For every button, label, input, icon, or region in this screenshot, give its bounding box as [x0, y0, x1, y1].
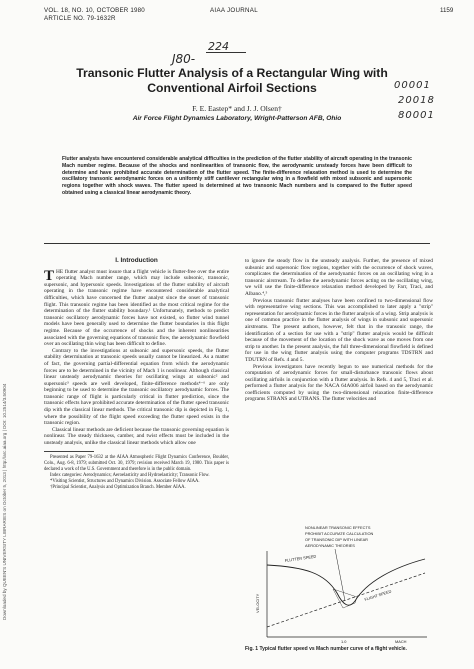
fig-annotation-2: PROHIBIT ACCURATE CALCULATION [305, 531, 374, 536]
handwritten-right-1: 00001 [394, 80, 431, 91]
running-header-left [44, 7, 145, 23]
handwritten-right-2: 20018 [398, 95, 435, 106]
section-heading: I. Introduction [115, 257, 158, 264]
figure-flutter-curve [245, 515, 433, 645]
handwritten-right-3: 80001 [398, 110, 435, 121]
drop-cap: T [44, 267, 55, 284]
right-paragraph-2: Previous transonic flutter analyses have been confined to two-dimensional flow with representative wing sections. This was accomplished to later apply a "strip" representation for aerodynamic forces in the flutter analysis of a wing. Strip analysis is one of common practice in the flutter analysis of wings in subsonic and supersonic airstreams. The present authors, however, felt that in the transonic range, the identification of a section for use with a "strip" flutter analysis would be difficult because of the movement of the location of the shock wave as one moves from one strip to another. In the present analysis, the full three-dimensional flowfield is defined for use in the wing flutter analysis using the computer programs TDSTRN and TDUTRN of Refs. 4 and 5. [245, 297, 433, 363]
flight-speed-line [267, 573, 425, 627]
article-number: ARTICLE NO. 79-1632R [44, 15, 116, 22]
footnote-author-2: †Principal Scientist, Analysis and Optimization Branch. Member AIAA. [50, 484, 186, 490]
handwritten-code: J80- [172, 52, 196, 66]
title-line-2: Conventional Airfoil Sections [147, 81, 317, 95]
right-paragraph-3: Previous investigators have recently begun to use numerical methods for the computation of aerodynamic forces for small-disturbance transonic flows about oscillating airfoils in conjunction with a flutter analysis. In Refs. 4 and 5, Traci et al. performed a flutter analysis for the NACA 64A006 airfoil based on the aerodynamic coefficients computed by using the two-dimensional relaxation finite-difference programs STRANS and UTRANS. The flutter velocities and [245, 363, 433, 403]
title-line-1: Transonic Flutter Analysis of a Rectangular Wing with [76, 66, 388, 80]
y-axis-label: VELOCITY [255, 593, 260, 613]
fig-annotation-1: NONLINEAR TRANSONIC EFFECTS [305, 525, 371, 530]
download-stamp [0, 200, 9, 620]
download-stamp-text: Downloaded by QUEEN'S UNIVERSITY LIBRARIES on October 5, 2013 | http://arc.aiaa.org | DOI: 10.2514/3.50904 [2, 383, 7, 620]
footnote-presented: Presented as Paper 79-1632 at the AIAA Atmospheric Flight Dynamics Conference, Boulder, Colo., Aug. 6-8, 1979; submitted Oct. 30, 1979; revision received March 19, 1980. This paper is declared a work of the U.S. Government and therefore is in the public domain. [44, 454, 229, 472]
authors: F. E. Eastep* and J. J. Olsen† [192, 104, 282, 113]
fig-annotation-3: OF TRANSONIC DIP WITH LINEAR [305, 537, 368, 542]
footnote-index: Index categories: Aerodynamics; Aeroelasticity and Hydroelasticity; Transonic Flow. [50, 472, 210, 478]
fig-leader-line [335, 549, 345, 601]
left-column [44, 258, 229, 491]
figure-caption [245, 646, 433, 652]
x-tick-label: 1.0 [341, 639, 347, 644]
figure-caption-label: Fig. 1 [245, 646, 259, 652]
intro-paragraph-3: Classical linear methods are deficient because the transonic governing equation is nonlinear. The steady thickness, camber, and twist effects must be included in the unsteady analysis, unlike the classical linear methods which allow one [44, 426, 229, 447]
handwritten-number-top: 224 [208, 40, 229, 53]
affiliation: Air Force Flight Dynamics Laboratory, Wright-Patterson AFB, Ohio [132, 115, 342, 122]
label-flutter-speed: FLUTTER SPEED [284, 553, 317, 563]
fig-annotation-4: AERODYNAMIC THEORIES [305, 543, 355, 548]
right-paragraph-1: to ignore the steady flow in the unsteady analysis. Further, the presence of mixed subsonic and supersonic flow regions, together with the occurrence of shock waves, complicates the determination of the aerodynamic forces on an oscillating wing in a transonic airstream. To define the aerodynamic forces acting on the oscillating wing, we will use the finite-difference relaxation method developed by Farr, Traci, and Albano.⁴,⁵ [245, 258, 433, 297]
abstract-divider [44, 243, 430, 244]
abstract: Flutter analysts have encountered considerable analytical difficulties in the prediction of the flutter stability of aircraft operating in the transonic Mach number regime. Because of the shocks and nonlinearities of transonic flow, the aerodynamic unsteady forces have been difficult to determine and have prohibited accurate determination of the flutter speed. The finite-difference relaxation method is used to determine the oscillatory transonic aerodynamic forces on a uniformly stiff cantilever rectangular wing in a flowfield with mixed subsonic and supersonic regions together with shock waves. The flutter speed is determined at two transonic Mach numbers and is compared to the flutter speed obtained using a classical linear aerodynamic theory. [62, 156, 412, 196]
figure-caption-text: Typical flutter speed vs Mach number curve of a flight vehicle. [259, 646, 407, 652]
page-number: 1159 [440, 7, 454, 14]
footnote-rule [44, 451, 94, 452]
intro-paragraph-1: HE flutter analyst must insure that a flight vehicle is flutter-free over the entire operating Mach number range, which may include subsonic, transonic, supersonic, and hypersonic speeds. Investigations of the flutter stability of aircraft operating in the transonic regime have encountered considerable analytical difficulties, which have concerned the flutter analyst since the onset of transonic flight. This transonic regime has been identified as the most critical regime for the determination of the flutter stability boundary.¹ Unfortunately, methods to predict transonic oscillatory aerodynamic forces have not existed, so flutter wind tunnel models have been generally used to determine the flutter boundaries in this flight regime. Because of the occurrence of shocks and the inherent nonlinearities associated with the governing equations of transonic flow, the aerodynamic flowfield over an oscillating thin wing has been difficult to define. [44, 268, 229, 348]
footnotes [44, 455, 229, 491]
flutter-speed-curve [267, 559, 425, 605]
handwritten-underline [206, 52, 246, 53]
x-axis-label: MACH [395, 639, 407, 644]
right-column [245, 258, 433, 403]
intro-paragraph-2: Contrary to the investigations at subsonic and supersonic speeds, the flutter stability determination at transonic speeds usually cannot be linearized. As a matter of fact, the governing partial-differential equation from which the aerodynamic forces are to be determined in the vicinity of Mach 1 is nonlinear. Although classical linear unsteady aerodynamic theories for oscillating wings at subsonic² and supersonic³ speeds are well developed, finite-difference methods⁴⁻⁶ are only beginning to be used to determine the transonic oscillatory aerodynamic forces. The transonic range of flight is particularly critical in flutter prediction, since the transonic effects have prohibited accurate determination of the flutter speed transonic dip with the classical linear methods. The critical transonic dip is depicted in Fig. 1, where the possibility of the flight speed exceeding the flutter speed exists in the transonic region. [44, 347, 229, 427]
volume-line: VOL. 18, NO. 10, OCTOBER 1980 [44, 7, 145, 14]
author-block [0, 104, 474, 124]
label-flight-speed: FLIGHT SPEED [363, 588, 392, 602]
journal-name: AIAA JOURNAL [210, 7, 258, 14]
footnote-author-1: *Visiting Scientist, Structures and Dynamics Division. Associate Fellow AIAA. [50, 478, 200, 484]
paper-title [50, 66, 414, 96]
